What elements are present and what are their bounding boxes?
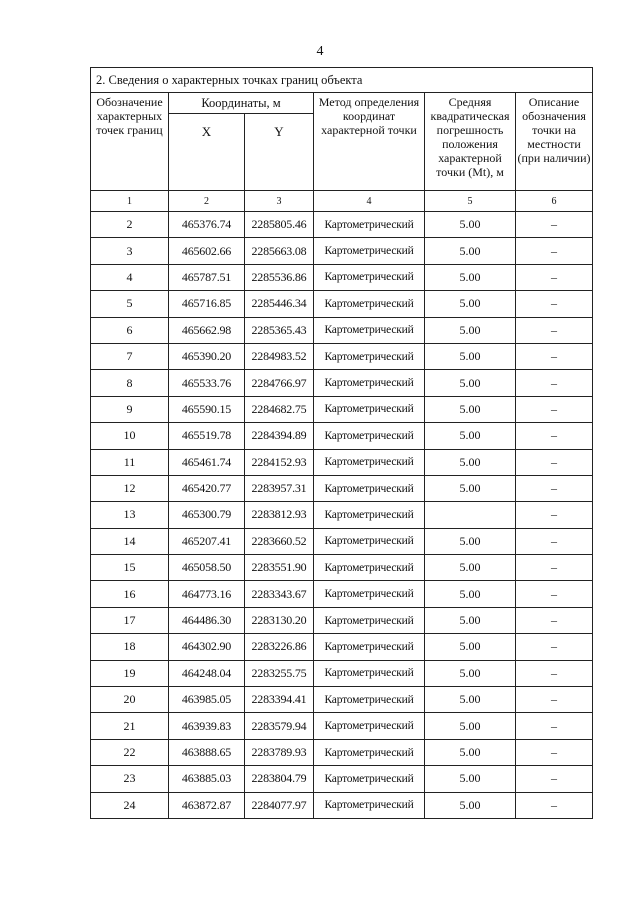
description-cell: – [516, 581, 593, 607]
method-cell: Картометрический [314, 317, 425, 343]
table-row [91, 475, 593, 501]
description-cell: – [516, 528, 593, 554]
accuracy-cell: 5.00 [425, 581, 516, 607]
accuracy-cell: 5.00 [425, 291, 516, 317]
y-coordinate-cell: 2285663.08 [245, 238, 314, 264]
y-coordinate-cell: 2283551.90 [245, 555, 314, 581]
y-coordinate-cell: 2283789.93 [245, 739, 314, 765]
description-cell: – [516, 687, 593, 713]
point-id-cell: 4 [91, 264, 169, 290]
table-row [91, 581, 593, 607]
point-id-cell: 22 [91, 739, 169, 765]
x-coordinate-cell: 465787.51 [169, 264, 245, 290]
table-row [91, 264, 593, 290]
y-coordinate-cell: 2283394.41 [245, 687, 314, 713]
accuracy-cell: 5.00 [425, 528, 516, 554]
column-number: 1 [91, 191, 169, 212]
column-number: 5 [425, 191, 516, 212]
y-coordinate-cell: 2284766.97 [245, 370, 314, 396]
y-coordinate-cell: 2285446.34 [245, 291, 314, 317]
description-cell: – [516, 370, 593, 396]
y-coordinate-cell: 2285536.86 [245, 264, 314, 290]
y-coordinate-cell: 2283579.94 [245, 713, 314, 739]
header-point: Обозначение характерных точек границ [91, 93, 169, 191]
page-number: 4 [316, 44, 324, 59]
x-coordinate-cell: 464248.04 [169, 660, 245, 686]
y-coordinate-cell: 2283226.86 [245, 634, 314, 660]
table-body [91, 212, 593, 819]
x-coordinate-cell: 465533.76 [169, 370, 245, 396]
accuracy-cell: 5.00 [425, 343, 516, 369]
y-coordinate-cell: 2285805.46 [245, 212, 314, 238]
accuracy-cell: 5.00 [425, 212, 516, 238]
point-id-cell: 9 [91, 396, 169, 422]
point-id-cell: 24 [91, 792, 169, 818]
point-id-cell: 23 [91, 766, 169, 792]
method-cell: Картометрический [314, 212, 425, 238]
accuracy-cell: 5.00 [425, 370, 516, 396]
x-coordinate-cell: 465376.74 [169, 212, 245, 238]
header-accuracy: Средняя квадратическая погрешность положения характерной точки (Mt), м [425, 93, 516, 191]
x-coordinate-cell: 464486.30 [169, 607, 245, 633]
accuracy-cell: 5.00 [425, 449, 516, 475]
x-coordinate-cell: 465602.66 [169, 238, 245, 264]
method-cell: Картометрический [314, 581, 425, 607]
table-row [91, 423, 593, 449]
accuracy-cell: 5.00 [425, 792, 516, 818]
x-coordinate-cell: 463939.83 [169, 713, 245, 739]
y-coordinate-cell: 2283343.67 [245, 581, 314, 607]
table-row [91, 713, 593, 739]
description-cell: – [516, 238, 593, 264]
table-row [91, 555, 593, 581]
table-row [91, 317, 593, 343]
boundary-points-table [90, 67, 593, 819]
description-cell: – [516, 212, 593, 238]
point-id-cell: 12 [91, 475, 169, 501]
method-cell: Картометрический [314, 634, 425, 660]
table-row [91, 238, 593, 264]
accuracy-cell: 5.00 [425, 607, 516, 633]
x-coordinate-cell: 463888.65 [169, 739, 245, 765]
accuracy-cell: 5.00 [425, 739, 516, 765]
point-id-cell: 19 [91, 660, 169, 686]
accuracy-cell: 5.00 [425, 264, 516, 290]
point-id-cell: 16 [91, 581, 169, 607]
method-cell: Картометрический [314, 423, 425, 449]
column-number: 3 [245, 191, 314, 212]
accuracy-cell: 5.00 [425, 687, 516, 713]
table-row [91, 687, 593, 713]
method-cell: Картометрический [314, 660, 425, 686]
point-id-cell: 18 [91, 634, 169, 660]
header-method: Метод определения координат характерной точки [314, 93, 425, 191]
method-cell: Картометрический [314, 264, 425, 290]
point-id-cell: 7 [91, 343, 169, 369]
point-id-cell: 3 [91, 238, 169, 264]
description-cell: – [516, 317, 593, 343]
y-coordinate-cell: 2284077.97 [245, 792, 314, 818]
method-cell: Картометрический [314, 792, 425, 818]
method-cell: Картометрический [314, 396, 425, 422]
point-id-cell: 2 [91, 212, 169, 238]
y-coordinate-cell: 2283130.20 [245, 607, 314, 633]
method-cell: Картометрический [314, 607, 425, 633]
accuracy-cell: 5.00 [425, 317, 516, 343]
description-cell: – [516, 502, 593, 528]
table-row [91, 370, 593, 396]
table-row [91, 660, 593, 686]
x-coordinate-cell: 465420.77 [169, 475, 245, 501]
x-coordinate-cell: 465390.20 [169, 343, 245, 369]
accuracy-cell [425, 502, 516, 528]
column-number: 2 [169, 191, 245, 212]
method-cell: Картометрический [314, 291, 425, 317]
accuracy-cell: 5.00 [425, 713, 516, 739]
table-row [91, 291, 593, 317]
description-cell: – [516, 739, 593, 765]
description-cell: – [516, 396, 593, 422]
point-id-cell: 11 [91, 449, 169, 475]
x-coordinate-cell: 465590.15 [169, 396, 245, 422]
point-id-cell: 6 [91, 317, 169, 343]
method-cell: Картометрический [314, 555, 425, 581]
x-coordinate-cell: 465716.85 [169, 291, 245, 317]
description-cell: – [516, 607, 593, 633]
y-coordinate-cell: 2283804.79 [245, 766, 314, 792]
method-cell: Картометрический [314, 370, 425, 396]
point-id-cell: 8 [91, 370, 169, 396]
table-row [91, 396, 593, 422]
y-coordinate-cell: 2283660.52 [245, 528, 314, 554]
point-id-cell: 20 [91, 687, 169, 713]
y-coordinate-cell: 2284394.89 [245, 423, 314, 449]
description-cell: – [516, 291, 593, 317]
x-coordinate-cell: 465058.50 [169, 555, 245, 581]
x-coordinate-cell: 465461.74 [169, 449, 245, 475]
header-y: Y [245, 114, 314, 191]
method-cell: Картометрический [314, 475, 425, 501]
description-cell: – [516, 660, 593, 686]
table-row [91, 212, 593, 238]
y-coordinate-cell: 2284983.52 [245, 343, 314, 369]
column-number: 4 [314, 191, 425, 212]
x-coordinate-cell: 465207.41 [169, 528, 245, 554]
accuracy-cell: 5.00 [425, 555, 516, 581]
table-row [91, 343, 593, 369]
method-cell: Картометрический [314, 739, 425, 765]
table-row [91, 449, 593, 475]
table-row [91, 528, 593, 554]
x-coordinate-cell: 463985.05 [169, 687, 245, 713]
description-cell: – [516, 475, 593, 501]
point-id-cell: 14 [91, 528, 169, 554]
header-description: Описание обозначения точки на местности (при наличии) [516, 93, 593, 191]
point-id-cell: 13 [91, 502, 169, 528]
header-x: X [169, 114, 245, 191]
point-id-cell: 21 [91, 713, 169, 739]
column-number: 6 [516, 191, 593, 212]
x-coordinate-cell: 465662.98 [169, 317, 245, 343]
accuracy-cell: 5.00 [425, 396, 516, 422]
table-row [91, 607, 593, 633]
column-number-row [91, 191, 593, 212]
x-coordinate-cell: 465300.79 [169, 502, 245, 528]
method-cell: Картометрический [314, 343, 425, 369]
x-coordinate-cell: 463872.87 [169, 792, 245, 818]
table-row [91, 766, 593, 792]
description-cell: – [516, 555, 593, 581]
method-cell: Картометрический [314, 238, 425, 264]
y-coordinate-cell: 2285365.43 [245, 317, 314, 343]
table-row [91, 739, 593, 765]
table-row [91, 634, 593, 660]
description-cell: – [516, 264, 593, 290]
method-cell: Картометрический [314, 687, 425, 713]
point-id-cell: 10 [91, 423, 169, 449]
y-coordinate-cell: 2283957.31 [245, 475, 314, 501]
y-coordinate-cell: 2284682.75 [245, 396, 314, 422]
y-coordinate-cell: 2283255.75 [245, 660, 314, 686]
x-coordinate-cell: 465519.78 [169, 423, 245, 449]
accuracy-cell: 5.00 [425, 634, 516, 660]
x-coordinate-cell: 464773.16 [169, 581, 245, 607]
y-coordinate-cell: 2283812.93 [245, 502, 314, 528]
table-row [91, 792, 593, 818]
accuracy-cell: 5.00 [425, 766, 516, 792]
accuracy-cell: 5.00 [425, 423, 516, 449]
header-coordinates: Координаты, м [169, 93, 314, 114]
method-cell: Картометрический [314, 713, 425, 739]
description-cell: – [516, 766, 593, 792]
point-id-cell: 15 [91, 555, 169, 581]
description-cell: – [516, 713, 593, 739]
description-cell: – [516, 423, 593, 449]
point-id-cell: 5 [91, 291, 169, 317]
point-id-cell: 17 [91, 607, 169, 633]
method-cell: Картометрический [314, 528, 425, 554]
method-cell: Картометрический [314, 766, 425, 792]
y-coordinate-cell: 2284152.93 [245, 449, 314, 475]
description-cell: – [516, 449, 593, 475]
accuracy-cell: 5.00 [425, 238, 516, 264]
section-title: 2. Сведения о характерных точках границ объекта [91, 68, 593, 93]
x-coordinate-cell: 464302.90 [169, 634, 245, 660]
description-cell: – [516, 634, 593, 660]
accuracy-cell: 5.00 [425, 660, 516, 686]
accuracy-cell: 5.00 [425, 475, 516, 501]
method-cell: Картометрический [314, 449, 425, 475]
description-cell: – [516, 792, 593, 818]
table-row [91, 502, 593, 528]
method-cell: Картометрический [314, 502, 425, 528]
description-cell: – [516, 343, 593, 369]
x-coordinate-cell: 463885.03 [169, 766, 245, 792]
